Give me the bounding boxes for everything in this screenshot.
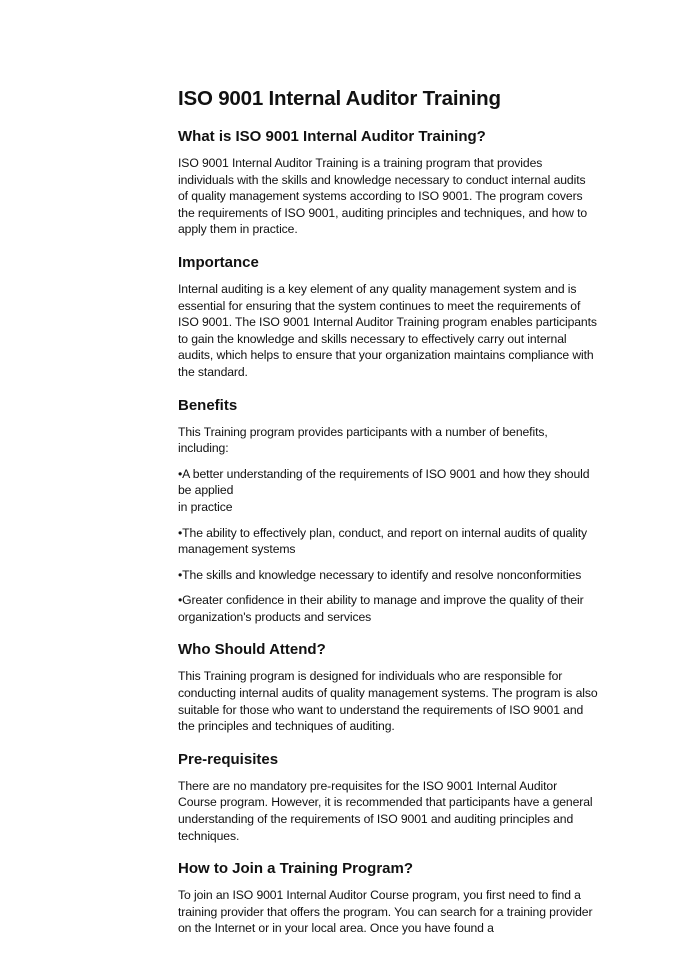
benefit-bullet — [178, 592, 598, 625]
section-heading-importance: Importance — [178, 253, 259, 271]
section-heading-benefits: Benefits — [178, 396, 238, 414]
benefit-bullet-line: •The ability to effectively plan, conduct, and report on internal audits of quality management systems — [178, 525, 588, 557]
section-heading-who-should-attend: Who Should Attend? — [178, 641, 326, 659]
section-body-importance: Internal auditing is a key element of any quality management system and is essential for ensuring that the system continues to meet the requirements of ISO 9001. The ISO 9001 Internal Auditor Training program enables participants to gain the knowledge and skills necessary to effectively carry out internal audits, which helps to ensure that your organization maintains compliance with the standard. — [178, 281, 597, 379]
section-body-prerequisites: There are no mandatory pre-requisites for the ISO 9001 Internal Auditor Course program. However, it is recommended that participants have a general understanding of the requirements of ISO 9001 and auditing principles and techniques. — [178, 778, 593, 843]
benefit-bullet — [178, 525, 598, 558]
section-heading-prerequisites: Pre-requisites — [178, 750, 279, 768]
benefit-bullet — [178, 567, 598, 584]
benefit-bullet-line-continuation: organization's products and services — [178, 609, 372, 624]
benefit-bullet-line: •A better understanding of the requirements of ISO 9001 and how they should be applied — [178, 466, 590, 498]
document-page — [178, 87, 598, 953]
section-body-who-should-attend: This Training program is designed for individuals who are responsible for conducting internal audits of quality management systems. The program is also suitable for those who want to understand the requirements of ISO 9001 and the principles and techniques of auditing. — [178, 669, 598, 734]
benefit-bullet — [178, 466, 598, 516]
section-heading-what-is: What is ISO 9001 Internal Auditor Training? — [178, 128, 486, 145]
section-body-benefits-intro: This Training program provides participants with a number of benefits, including: — [178, 424, 548, 456]
page-title: ISO 9001 Internal Auditor Training — [178, 87, 501, 110]
section-body-how-to-join: To join an ISO 9001 Internal Auditor Course program, you first need to find a training provider that offers the program. You can search for a training provider on the Internet or in your local area. Once you have found a — [178, 888, 593, 936]
benefit-bullet-line: •Greater confidence in their ability to manage and improve the quality of their — [178, 593, 584, 608]
section-body-what-is: ISO 9001 Internal Auditor Training is a training program that provides individuals with the skills and knowledge necessary to conduct internal audits of quality management systems according to ISO 9001. The program covers the requirements of ISO 9001, auditing principles and techniques, and how to apply them in practice. — [178, 156, 588, 237]
benefit-bullet-line-continuation: in practice — [178, 499, 233, 514]
section-heading-how-to-join: How to Join a Training Program? — [178, 860, 414, 878]
benefit-bullet-line: •The skills and knowledge necessary to identify and resolve nonconformities — [178, 567, 582, 582]
